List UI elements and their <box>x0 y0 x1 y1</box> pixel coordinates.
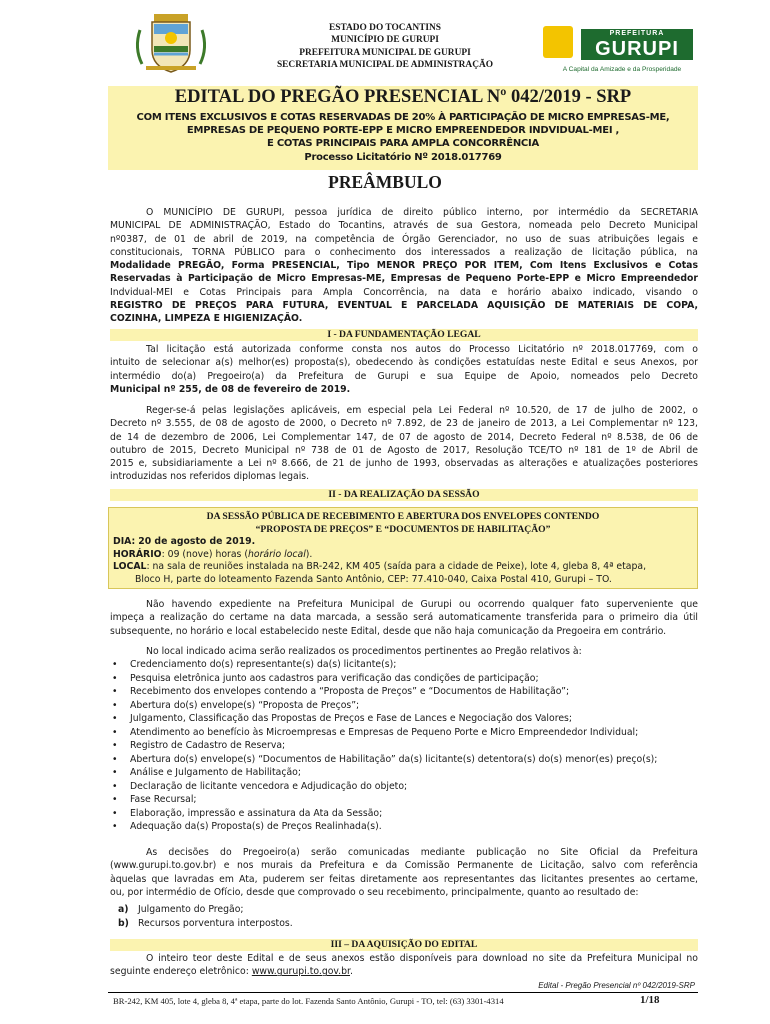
paragraph-line: seguinte endereço eletrônico: www.gurupi.to.gov.br. <box>110 966 353 978</box>
procedures-list <box>110 658 710 834</box>
paragraph-line: introduzidas nos referidos diplomas legais. <box>110 471 310 483</box>
list-item-letter: b) <box>118 917 129 929</box>
session-time-label: HORÁRIO <box>113 548 162 560</box>
paragraph-line: ou, por intermédio de Ofício, desde que comprovado o seu recebimento, principalmente, quanto ao resultado de: <box>110 886 639 898</box>
municipal-crest-icon <box>132 8 210 78</box>
edital-title: EDITAL DO PREGÃO PRESENCIAL Nº 042/2019 - SRP <box>174 87 632 107</box>
results-list <box>118 903 293 930</box>
list-item: • Declaração de licitante vencedora e Adjudicação do objeto; <box>110 780 710 794</box>
paragraph-line: As decisões do Pregoeiro(a) serão comunicadas mediante publicação no Site Oficial da Prefeitura <box>146 847 698 858</box>
gurupi-website-link[interactable]: www.gurupi.to.gov.br <box>251 966 351 978</box>
list-item: • Análise e Julgamento de Habilitação; <box>110 766 710 780</box>
header-line-secretariat: SECRETARIA MUNICIPAL DE ADMINISTRAÇÃO <box>276 60 494 71</box>
session-info-box <box>108 507 698 589</box>
preambulo-line: Reservadas à Participação de Micro Empresas-ME, Empresas de Pequeno Porte-EPP e Micro Empreendedor <box>110 273 698 285</box>
paragraph-line: Municipal nº 255, de 08 de fevereiro de 2019. <box>110 383 351 395</box>
session-location-value: : na sala de reuniões instalada na BR-242, KM 405 (saída para a cidade de Peixe), lote 4, gleba 8, 4ª etapa, <box>146 561 647 573</box>
session-time-note: horário local <box>247 548 306 560</box>
preambulo-line: REGISTRO DE PREÇOS PARA FUTURA, EVENTUAL E PARCELADA AQUISIÇÃO DE MATERIAIS DE COPA, <box>110 300 698 312</box>
subtitle-line: E COTAS PRINCIPAIS PARA AMPLA CONCORRÊNCIA <box>267 138 539 150</box>
list-item: • Fase Recursal; <box>110 793 710 807</box>
header-line-state: ESTADO DO TOCANTINS <box>328 23 441 33</box>
edital-title-block <box>108 86 698 170</box>
header-line-prefecture: PREFEITURA MUNICIPAL DE GURUPI <box>299 47 471 58</box>
preambulo-line: O MUNICÍPIO DE GURUPI, pessoa jurídica de direito público interno, por intermédio da SECRETARIA <box>146 207 698 218</box>
procedures-intro: No local indicado acima serão realizados os procedimentos pertinentes ao Pregão relativos à: <box>146 646 582 657</box>
paragraph-line: outubro de 2015, Decreto Municipal nº 738 de 01 de Agosto de 2017, Resolução TCE/TO nº 181 de 1º de Abril de <box>110 444 698 456</box>
decisoes-paragraph <box>110 846 698 899</box>
edital-subtitle <box>108 111 698 164</box>
subtitle-line: COM ITENS EXCLUSIVOS E COTAS RESERVADAS DE 20% À PARTICIPAÇÃO DE MICRO EMPRESAS-ME, <box>136 112 670 123</box>
prefeitura-gurupi-logo <box>537 24 707 82</box>
list-item-text: Julgamento do Pregão; <box>138 904 244 915</box>
list-item-letter: a) <box>118 904 129 915</box>
paragraph-line: de 14 de dezembro de 2006, Lei Complementar 147, de 07 de agosto de 2014, Decreto Federal nº 8.538, de 06 de <box>110 431 698 443</box>
preambulo-line: constitucionais, TORNA PÚBLICO para o conhecimento dos interessados a realização de licitação pública, na <box>110 246 698 258</box>
preambulo-line: Indvidual-MEI e Cotas Principais para Ampla Concorrência, na data e horário abaixo indicado, visando o <box>110 286 698 298</box>
paragraph-line: impeça a realização do certame na data marcada, a sessão será automaticamente transferida para o primeiro dia útil <box>110 612 698 624</box>
preambulo-heading: PREÂMBULO <box>328 172 442 192</box>
paragraph-line: Não havendo expediente na Prefeitura Municipal de Gurupi ou ocorrendo qualquer fato superveniente que <box>146 599 698 610</box>
fundamentacao-paragraph-2 <box>110 404 698 484</box>
paragraph-line: àquelas que lavradas em Ata, puderem ser feitas diretamente aos representantes das licitantes presentes ao certame, <box>110 873 698 885</box>
government-header <box>230 22 540 72</box>
aquisicao-paragraph <box>110 952 698 979</box>
paragraph-line: intermédio do(a) Pregoeiro(a) da Prefeitura de Gurupi e sua Equipe de Apoio, nomeados pelo Decreto <box>110 370 698 382</box>
section-heading-aquisicao: III – DA AQUISIÇÃO DO EDITAL <box>110 939 698 951</box>
preambulo-line: nº0387, de 01 de abril de 2019, na competência de Órgão Gerenciador, no uso de suas atribuições legais e <box>110 233 698 245</box>
list-item: • Julgamento, Classificação das Propostas de Preços e Fase de Lances e Negociação dos Valores; <box>110 712 710 726</box>
session-date-label: DIA: <box>113 536 136 547</box>
list-item: • Credenciamento do(s) representante(s) da(s) licitante(s); <box>110 658 710 672</box>
session-location-label: LOCAL <box>113 561 147 573</box>
list-item-text: Recursos porventura interpostos. <box>138 917 293 929</box>
preambulo-paragraph <box>110 206 698 326</box>
list-item <box>118 917 293 931</box>
list-item <box>118 903 293 917</box>
session-time-row <box>109 549 697 562</box>
subtitle-process-number: Processo Licitatório Nº 2018.017769 <box>304 151 502 163</box>
footer-address: BR-242, KM 405, lote 4, gleba 8, 4ª etapa, parte do lot. Fazenda Santo Antônio, Gurupi - TO, tel: (63) 3301-4314 <box>113 996 504 1006</box>
preambulo-line: MUNICIPAL DE ADMINISTRAÇÃO, Estado do Tocantins, através de sua Gestora, nomeada pelo Decreto Municipal <box>110 220 698 232</box>
section-heading-realizacao: II - DA REALIZAÇÃO DA SESSÃO <box>110 489 698 501</box>
paragraph-line: 2015 e, subsidiariamente a Lei nº 8.666, de 21 de junho de 1993, observadas as alterações e atualizações posteriores <box>110 458 698 470</box>
list-item: • Recebimento dos envelopes contendo a “Proposta de Preços” e “Documentos de Habilitação”; <box>110 685 710 699</box>
session-date-value: 20 de agosto de 2019. <box>138 536 256 547</box>
session-box-heading: “PROPOSTA DE PREÇOS” E “DOCUMENTOS DE HABILITAÇÃO” <box>255 523 551 535</box>
preambulo-line: Modalidade PREGÃO, Forma PRESENCIAL, Tipo MENOR PREÇO POR ITEM, Com Itens Exclusivos e Cotas <box>110 260 698 272</box>
paragraph-line: subsequente, no horário e local estabelecido neste Edital, desde que não haja comunicação da Pregoeira em contrário. <box>110 625 667 637</box>
list-item: • Abertura do(s) envelope(s) “Proposta de Preços”; <box>110 699 710 713</box>
list-item: • Registro de Cadastro de Reserva; <box>110 739 710 753</box>
logo-emblem-icon <box>543 26 573 58</box>
paragraph-line: intuito de selecionar a(s) melhor(es) proposta(s), obedecendo às condições estatuídas neste Edital e seus Anexos, por <box>110 357 698 369</box>
session-date-row <box>109 536 697 549</box>
list-item: • Atendimento ao benefício às Microempresas e Empresas de Pequeno Porte e Micro Empreendedor Individual; <box>110 726 710 740</box>
footer-divider <box>108 992 698 993</box>
header-line-municipality: MUNICÍPIO DE GURUPI <box>331 35 439 46</box>
footer-document-reference: Edital - Pregão Presencial nº 042/2019-SRP <box>538 981 695 990</box>
session-time-end: ). <box>305 548 313 560</box>
paragraph-line: Decreto nº 3.555, de 08 de agosto de 2000, o Decreto nº 7.892, de 23 de janeiro de 2013, a Lei Complementar nº 123, <box>110 418 698 430</box>
list-item: • Abertura do(s) envelope(s) “Documentos de Habilitação” da(s) licitante(s) detentora(s) do(s) menor(es) preço(s); <box>110 753 710 767</box>
paragraph-line: Reger-se-á pelas legislações aplicáveis, em especial pela Lei Federal nº 10.520, de 17 de julho de 2002, o <box>146 405 698 416</box>
page-number: 1/18 <box>640 994 660 1006</box>
expediente-paragraph <box>110 598 698 638</box>
list-item: • Elaboração, impressão e assinatura da Ata da Sessão; <box>110 807 710 821</box>
session-box-heading: DA SESSÃO PÚBLICA DE RECEBIMENTO E ABERTURA DOS ENVELOPES CONTENDO <box>206 511 600 522</box>
preambulo-line: COZINHA, LIMPEZA E HIGIENIZAÇÃO. <box>110 313 303 325</box>
list-item: • Adequação da(s) Proposta(s) de Preços Realinhada(s). <box>110 820 710 834</box>
session-time-value: : 09 (nove) horas ( <box>161 548 248 560</box>
fundamentacao-paragraph-1 <box>110 343 698 396</box>
subtitle-line: EMPRESAS DE PEQUENO PORTE-EPP E MICRO EMPREENDEDOR INDVIDUAL-MEI , <box>186 125 620 137</box>
paragraph-line: Tal licitação está autorizada conforme consta nos autos do Processo Licitatório nº 2018.017769, com o <box>146 344 698 355</box>
paragraph-line: O inteiro teor deste Edital e de seus anexos estão disponíveis para download no site da Prefeitura Municipal no <box>146 953 698 964</box>
session-location-row <box>109 561 697 574</box>
logo-tagline: A Capital da Amizade e da Prosperidade <box>562 66 682 73</box>
session-location-row-2: Bloco H, parte do loteamento Fazenda Santo Antônio, CEP: 77.410-040, Caixa Postal 410, Gurupi – TO. <box>135 573 612 585</box>
paragraph-line: (www.gurupi.to.gov.br) e nos murais da Prefeitura e da Comissão Permanente de Licitação, salvo com referência <box>110 860 698 872</box>
list-item: • Pesquisa eletrônica junto aos cadastros para verificação das condições de participação; <box>110 672 710 686</box>
logo-gurupi-text: GURUPI <box>581 38 693 60</box>
logo-prefeitura-text: PREFEITURA <box>581 29 693 39</box>
section-heading-fundamentacao: I - DA FUNDAMENTAÇÃO LEGAL <box>110 329 698 341</box>
